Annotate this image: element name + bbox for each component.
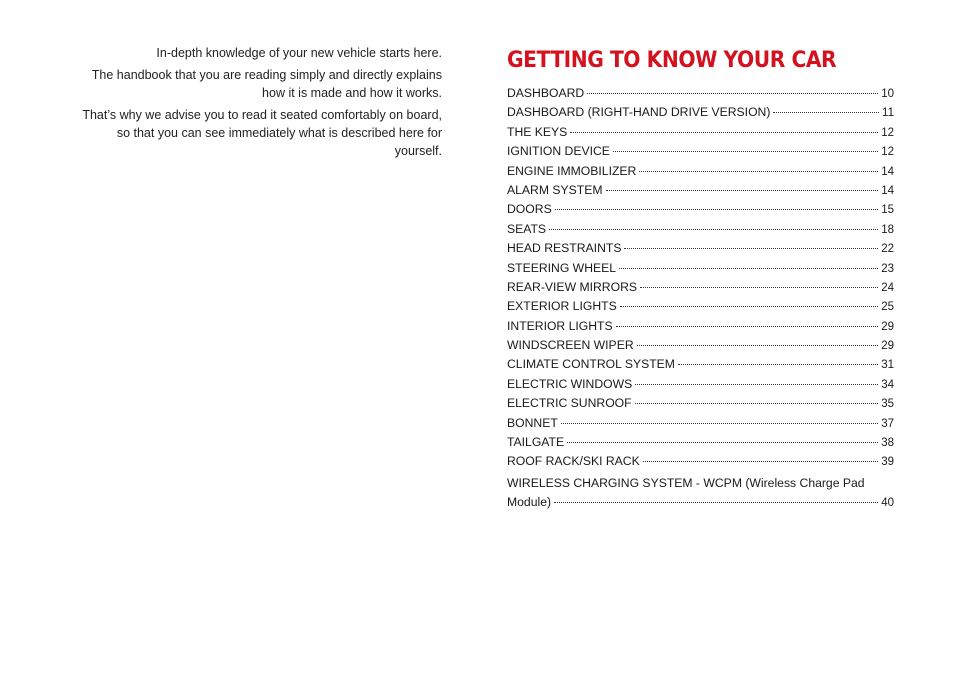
toc-entry-label: ELECTRIC WINDOWS	[507, 376, 633, 391]
intro-text	[80, 44, 442, 164]
toc-entry[interactable]	[507, 416, 894, 435]
table-of-contents	[507, 46, 894, 513]
toc-entry[interactable]	[507, 377, 894, 396]
toc-entry-label: TAILGATE	[507, 435, 565, 450]
toc-entry-label: CLIMATE CONTROL SYSTEM	[507, 357, 675, 372]
dot-leader	[554, 502, 878, 503]
toc-entry-page: 14	[881, 165, 894, 178]
toc-entry-label: WIRELESS CHARGING SYSTEM - WCPM (Wireless Charge Pad	[507, 475, 865, 490]
toc-entry[interactable]	[507, 125, 894, 144]
dot-leader	[678, 364, 878, 365]
toc-entry-line2	[507, 493, 894, 513]
toc-entry-label: STEERING WHEEL	[507, 260, 617, 275]
dot-leader	[561, 423, 878, 424]
toc-entry-page: 29	[881, 320, 894, 333]
toc-entry[interactable]	[507, 474, 894, 513]
toc-entry-page: 12	[881, 126, 894, 139]
dot-leader	[643, 461, 878, 462]
toc-entry-label: ROOF RACK/SKI RACK	[507, 454, 640, 469]
toc-entry[interactable]	[507, 280, 894, 299]
toc-entry-page: 38	[881, 437, 894, 450]
dot-leader	[613, 151, 878, 152]
toc-entry[interactable]	[507, 261, 894, 280]
toc-entry[interactable]	[507, 357, 894, 376]
dot-leader	[620, 306, 878, 307]
toc-entry[interactable]	[507, 241, 894, 260]
toc-entry-label: DOORS	[507, 202, 552, 217]
toc-entry-page: 22	[881, 243, 894, 256]
toc-list	[507, 86, 894, 513]
toc-entry-page: 35	[881, 398, 894, 411]
toc-entry-page: 15	[881, 204, 894, 217]
dot-leader	[773, 112, 879, 113]
toc-entry[interactable]	[507, 222, 894, 241]
dot-leader	[635, 403, 879, 404]
toc-entry[interactable]	[507, 202, 894, 221]
intro-paragraph: That’s why we advise you to read it seated comfortably on board, so that you can see immediately what is described here for yourself.	[82, 108, 442, 158]
toc-entry-label: ALARM SYSTEM	[507, 182, 603, 197]
toc-entry-page: 25	[881, 301, 894, 314]
toc-entry-label: Module)	[507, 494, 552, 509]
toc-entry[interactable]	[507, 299, 894, 318]
toc-entry-label: SEATS	[507, 221, 547, 236]
toc-entry-label: HEAD RESTRAINTS	[507, 241, 622, 256]
toc-entry-page: 37	[881, 417, 894, 430]
intro-paragraph: In-depth knowledge of your new vehicle starts here.	[156, 46, 442, 60]
toc-entry-label: INTERIOR LIGHTS	[507, 318, 613, 333]
toc-entry-label: IGNITION DEVICE	[507, 144, 610, 159]
toc-entry-label: EXTERIOR LIGHTS	[507, 299, 617, 314]
dot-leader	[640, 287, 878, 288]
toc-entry-page: 12	[881, 146, 894, 159]
dot-leader	[606, 190, 879, 191]
toc-entry-label: THE KEYS	[507, 124, 568, 139]
dot-leader	[619, 268, 878, 269]
toc-entry[interactable]	[507, 338, 894, 357]
toc-entry-page: 14	[881, 184, 894, 197]
toc-entry[interactable]	[507, 105, 894, 124]
toc-entry-page: 18	[881, 223, 894, 236]
toc-entry[interactable]	[507, 86, 894, 105]
toc-entry-page: 23	[881, 262, 894, 275]
toc-entry[interactable]	[507, 144, 894, 163]
toc-entry-label: REAR-VIEW MIRRORS	[507, 279, 638, 294]
toc-entry-page: 40	[881, 496, 894, 509]
toc-entry-label: DASHBOARD (RIGHT-HAND DRIVE VERSION)	[507, 105, 771, 120]
toc-entry[interactable]	[507, 319, 894, 338]
dot-leader	[587, 93, 878, 94]
section-title: GETTING TO KNOW YOUR CAR	[507, 48, 837, 73]
toc-entry-page: 31	[881, 359, 894, 372]
intro-paragraph: The handbook that you are reading simply and directly explains how it is made and how it works.	[91, 68, 442, 100]
toc-entry-page: 10	[881, 88, 894, 100]
dot-leader	[639, 171, 878, 172]
toc-entry[interactable]	[507, 454, 894, 473]
dot-leader	[635, 384, 878, 385]
toc-entry-label: ENGINE IMMOBILIZER	[507, 163, 637, 178]
dot-leader	[549, 229, 878, 230]
dot-leader	[555, 209, 879, 210]
toc-entry-page: 39	[881, 456, 894, 469]
toc-entry[interactable]	[507, 164, 894, 183]
toc-entry-label: ELECTRIC SUNROOF	[507, 396, 632, 411]
dot-leader	[624, 248, 878, 249]
toc-entry-page: 29	[881, 340, 894, 353]
toc-entry-label: WINDSCREEN WIPER	[507, 338, 634, 353]
toc-entry-page: 11	[882, 107, 894, 120]
toc-entry[interactable]	[507, 435, 894, 454]
dot-leader	[616, 326, 879, 327]
dot-leader	[570, 132, 878, 133]
toc-entry-page: 24	[881, 281, 894, 294]
toc-entry-label: DASHBOARD	[507, 86, 585, 100]
dot-leader	[637, 345, 879, 346]
toc-entry[interactable]	[507, 396, 894, 415]
toc-entry-label: BONNET	[507, 415, 558, 430]
toc-entry[interactable]	[507, 183, 894, 202]
toc-entry-page: 34	[881, 378, 894, 391]
dot-leader	[567, 442, 878, 443]
